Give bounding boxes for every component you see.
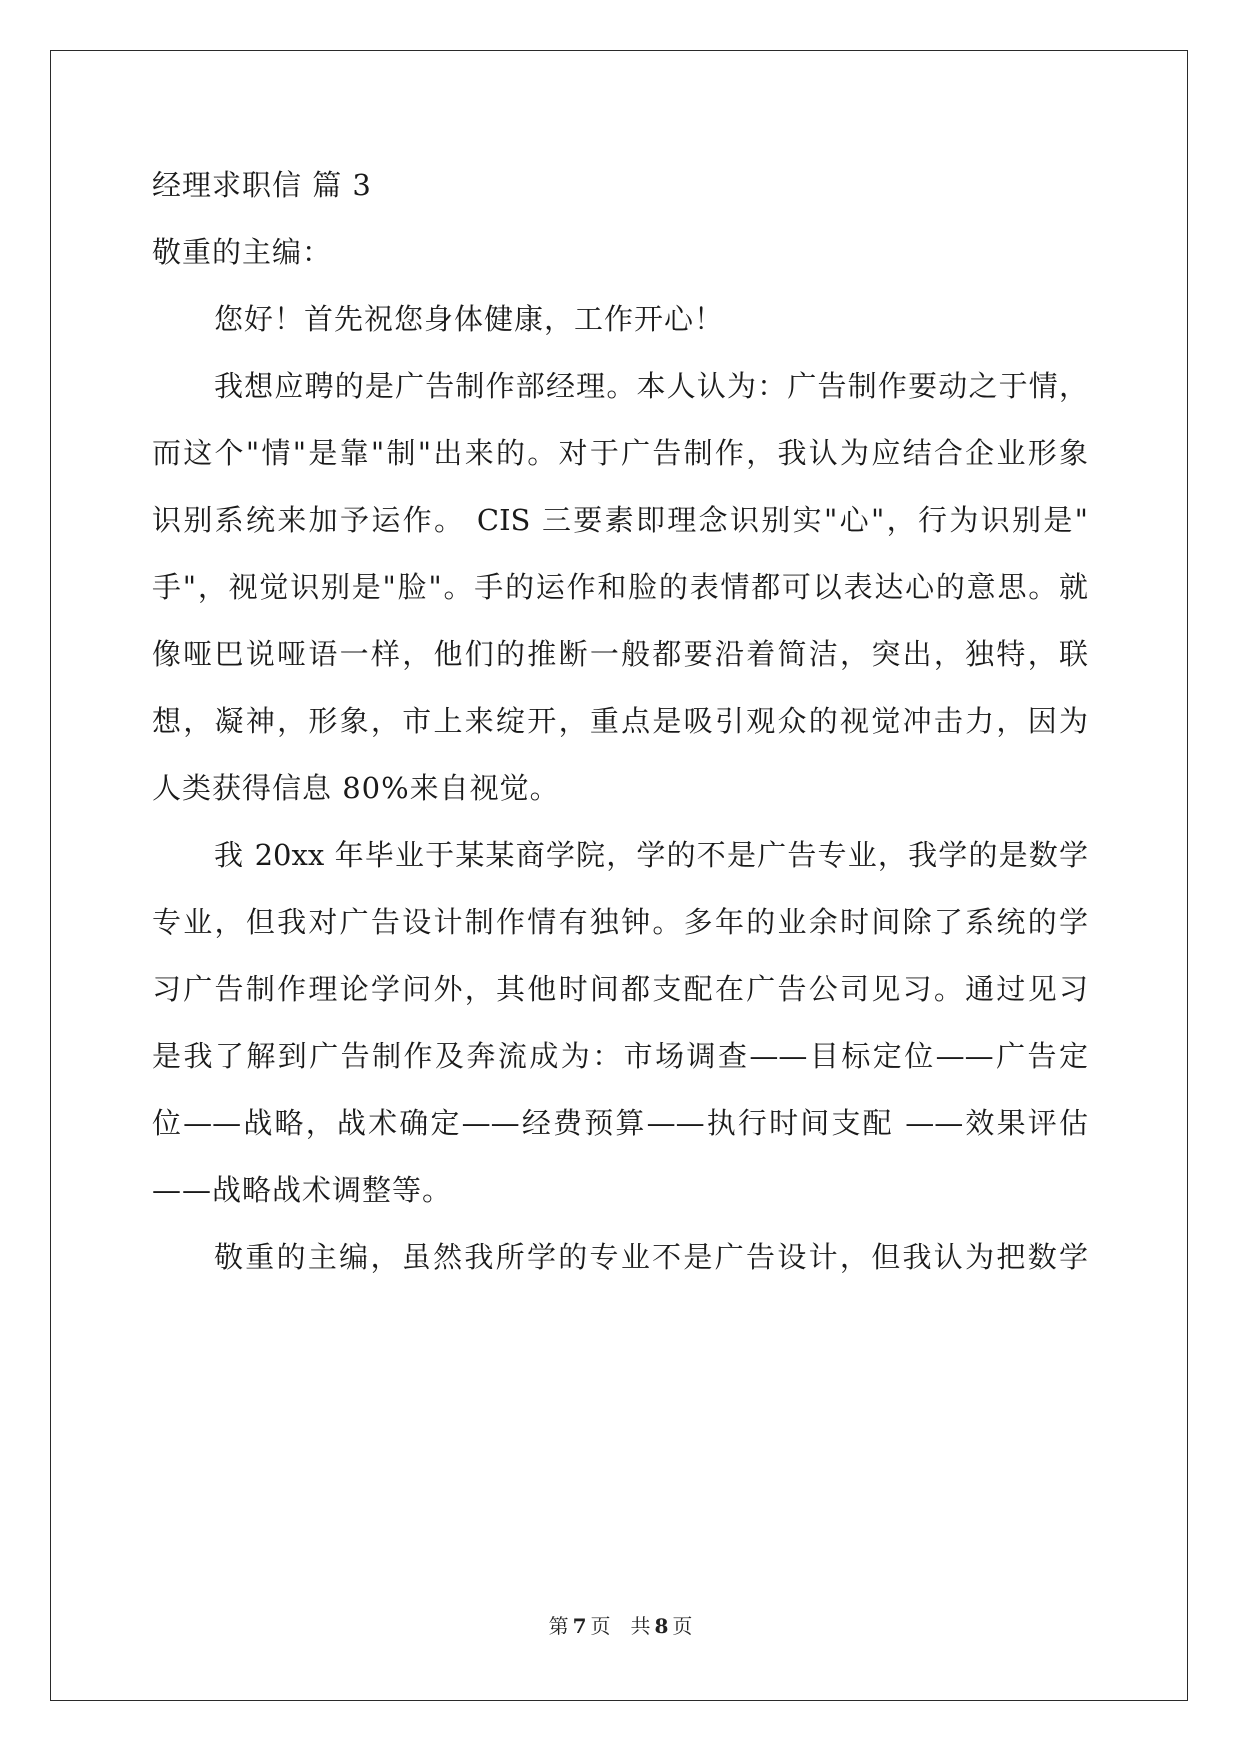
paragraph-3-line-5: 位——战略，战术确定——经费预算——执行时间支配 ——效果评估 [152, 1106, 1088, 1140]
paragraph-2-line-3: 识别系统来加予运作。 CIS 三要素即理念识别实"心"，行为识别是" [152, 503, 1088, 537]
page-number-mid: 页 共 [590, 1614, 651, 1638]
document-title: 经理求职信 篇 3 [152, 168, 372, 202]
paragraph-2-line-1: 我想应聘的是广告制作部经理。本人认为：广告制作要动之于情， [214, 369, 1088, 403]
paragraph-3-line-3: 习广告制作理论学问外，其他时间都支配在广告公司见习。通过见习 [152, 972, 1088, 1006]
paragraph-2-line-6: 想，凝神，形象，市上来绽开，重点是吸引观众的视觉冲击力，因为 [152, 704, 1088, 738]
paragraph-2-line-5: 像哑巴说哑语一样，他们的推断一般都要沿着简洁，突出，独特，联 [152, 637, 1088, 671]
salutation: 敬重的主编： [152, 235, 333, 269]
page-number-suffix: 页 [672, 1614, 693, 1638]
paragraph-3-line-2: 专业，但我对广告设计制作情有独钟。多年的业余时间除了系统的学 [152, 905, 1088, 939]
paragraph-1-line-1: 您好！首先祝您身体健康，工作开心！ [214, 302, 725, 336]
page-footer [0, 1610, 1241, 1639]
paragraph-2-line-7: 人类获得信息 80%来自视觉。 [152, 771, 560, 805]
page-number-total: 8 [654, 1614, 669, 1638]
paragraph-2-line-4: 手"，视觉识别是"脸"。手的运作和脸的表情都可以表达心的意思。就 [152, 570, 1088, 604]
paragraph-4-line-1: 敬重的主编，虽然我所学的专业不是广告设计，但我认为把数学 [214, 1240, 1088, 1274]
paragraph-3-line-4: 是我了解到广告制作及奔流成为：市场调查——目标定位——广告定 [152, 1039, 1088, 1073]
paragraph-3-line-1: 我 20xx 年毕业于某某商学院，学的不是广告专业，我学的是数学 [214, 838, 1088, 872]
page-number-current: 7 [572, 1614, 587, 1638]
paragraph-3-line-6: ——战略战术调整等。 [152, 1173, 453, 1207]
page-number-prefix: 第 [548, 1614, 569, 1638]
paragraph-2-line-2: 而这个"情"是靠"制"出来的。对于广告制作，我认为应结合企业形象 [152, 436, 1088, 470]
